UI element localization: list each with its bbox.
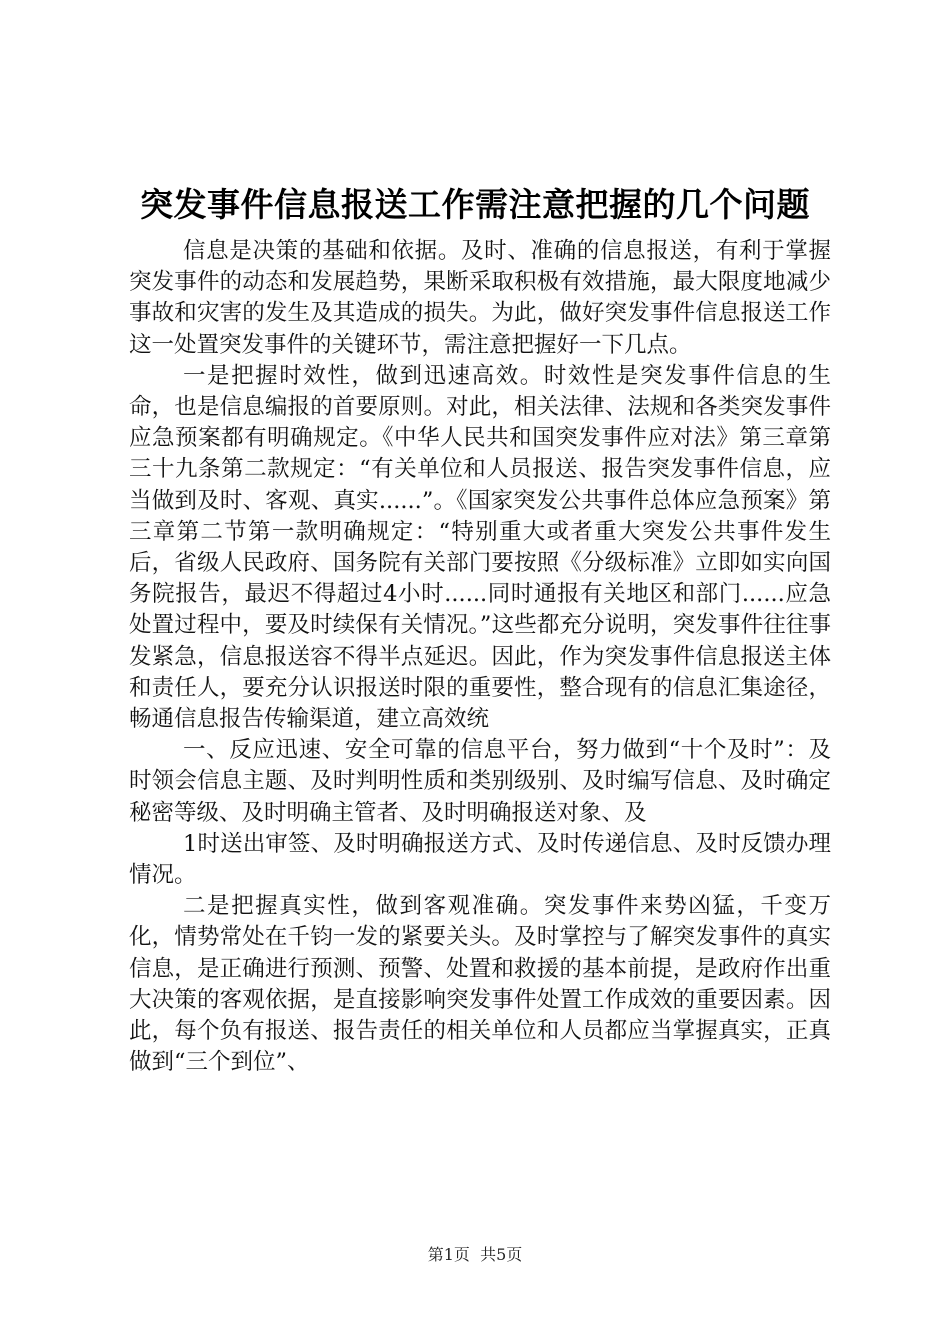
paragraph-authenticity: 二是把握真实性，做到客观准确。突发事件来势凶猛，千变万化，情势常处在千钧一发的紧要关头。及时掌控与了解突发事件的真实信息，是正确进行预测、预警、处置和救援的基本前提，是政府作出重大决策的客观依据，是直接影响突发事件处置工作成效的重要因素。因此，每个负有报送、报告责任的相关单位和人员都应当掌握真实，正真做到“三个到位”、 — [129, 893, 831, 1076]
page-total: 共5页 — [480, 1245, 523, 1264]
paragraph-platform: 一、反应迅速、安全可靠的信息平台，努力做到“十个及时”：及时领会信息主题、及时判明性质和类别级别、及时编写信息、及时确定秘密等级、及时明确主管者、及时明确报送对象、及 — [129, 737, 831, 826]
page-number: 第1页 — [427, 1245, 470, 1264]
page-footer — [0, 1244, 950, 1266]
document-title: 突发事件信息报送工作需注意把握的几个问题 — [140, 185, 810, 224]
paragraph-timely-items: 1时送出审签、及时明确报送方式、及时传递信息、及时反馈办理情况。 — [129, 830, 831, 889]
paragraph-timeliness: 一是把握时效性，做到迅速高效。时效性是突发事件信息的生命，也是信息编报的首要原则。对此，相关法律、法规和各类突发事件应急预案都有明确规定。《中华人民共和国突发事件应对法》第三章第三十九条第二款规定：“有关单位和人员报送、报告突发事件信息，应当做到及时、客观、真实......”。《国家突发公共事件总体应急预案》第三章第二节第一款明确规定：“特别重大或者重大突发公共事件发生后，省级人民政府、国务院有关部门要按照《分级标准》立即如实向国务院报告，最迟不得超过4小时......同时通报有关地区和部门......应急处置过程中，要及时续保有关情况。”这些都充分说明，突发事件往往事发紧急，信息报送容不得半点延迟。因此，作为突发事件信息报送主体和责任人，要充分认识报送时限的重要性，整合现有的信息汇集途径，畅通信息报告传输渠道，建立高效统 — [129, 362, 831, 733]
paragraph-intro: 信息是决策的基础和依据。及时、准确的信息报送，有利于掌握突发事件的动态和发展趋势，果断采取积极有效措施，最大限度地减少事故和灾害的发生及其造成的损失。为此，做好突发事件信息报送工作这一处置突发事件的关键环节，需注意把握好一下几点。 — [129, 238, 831, 358]
document-body — [129, 236, 831, 1078]
